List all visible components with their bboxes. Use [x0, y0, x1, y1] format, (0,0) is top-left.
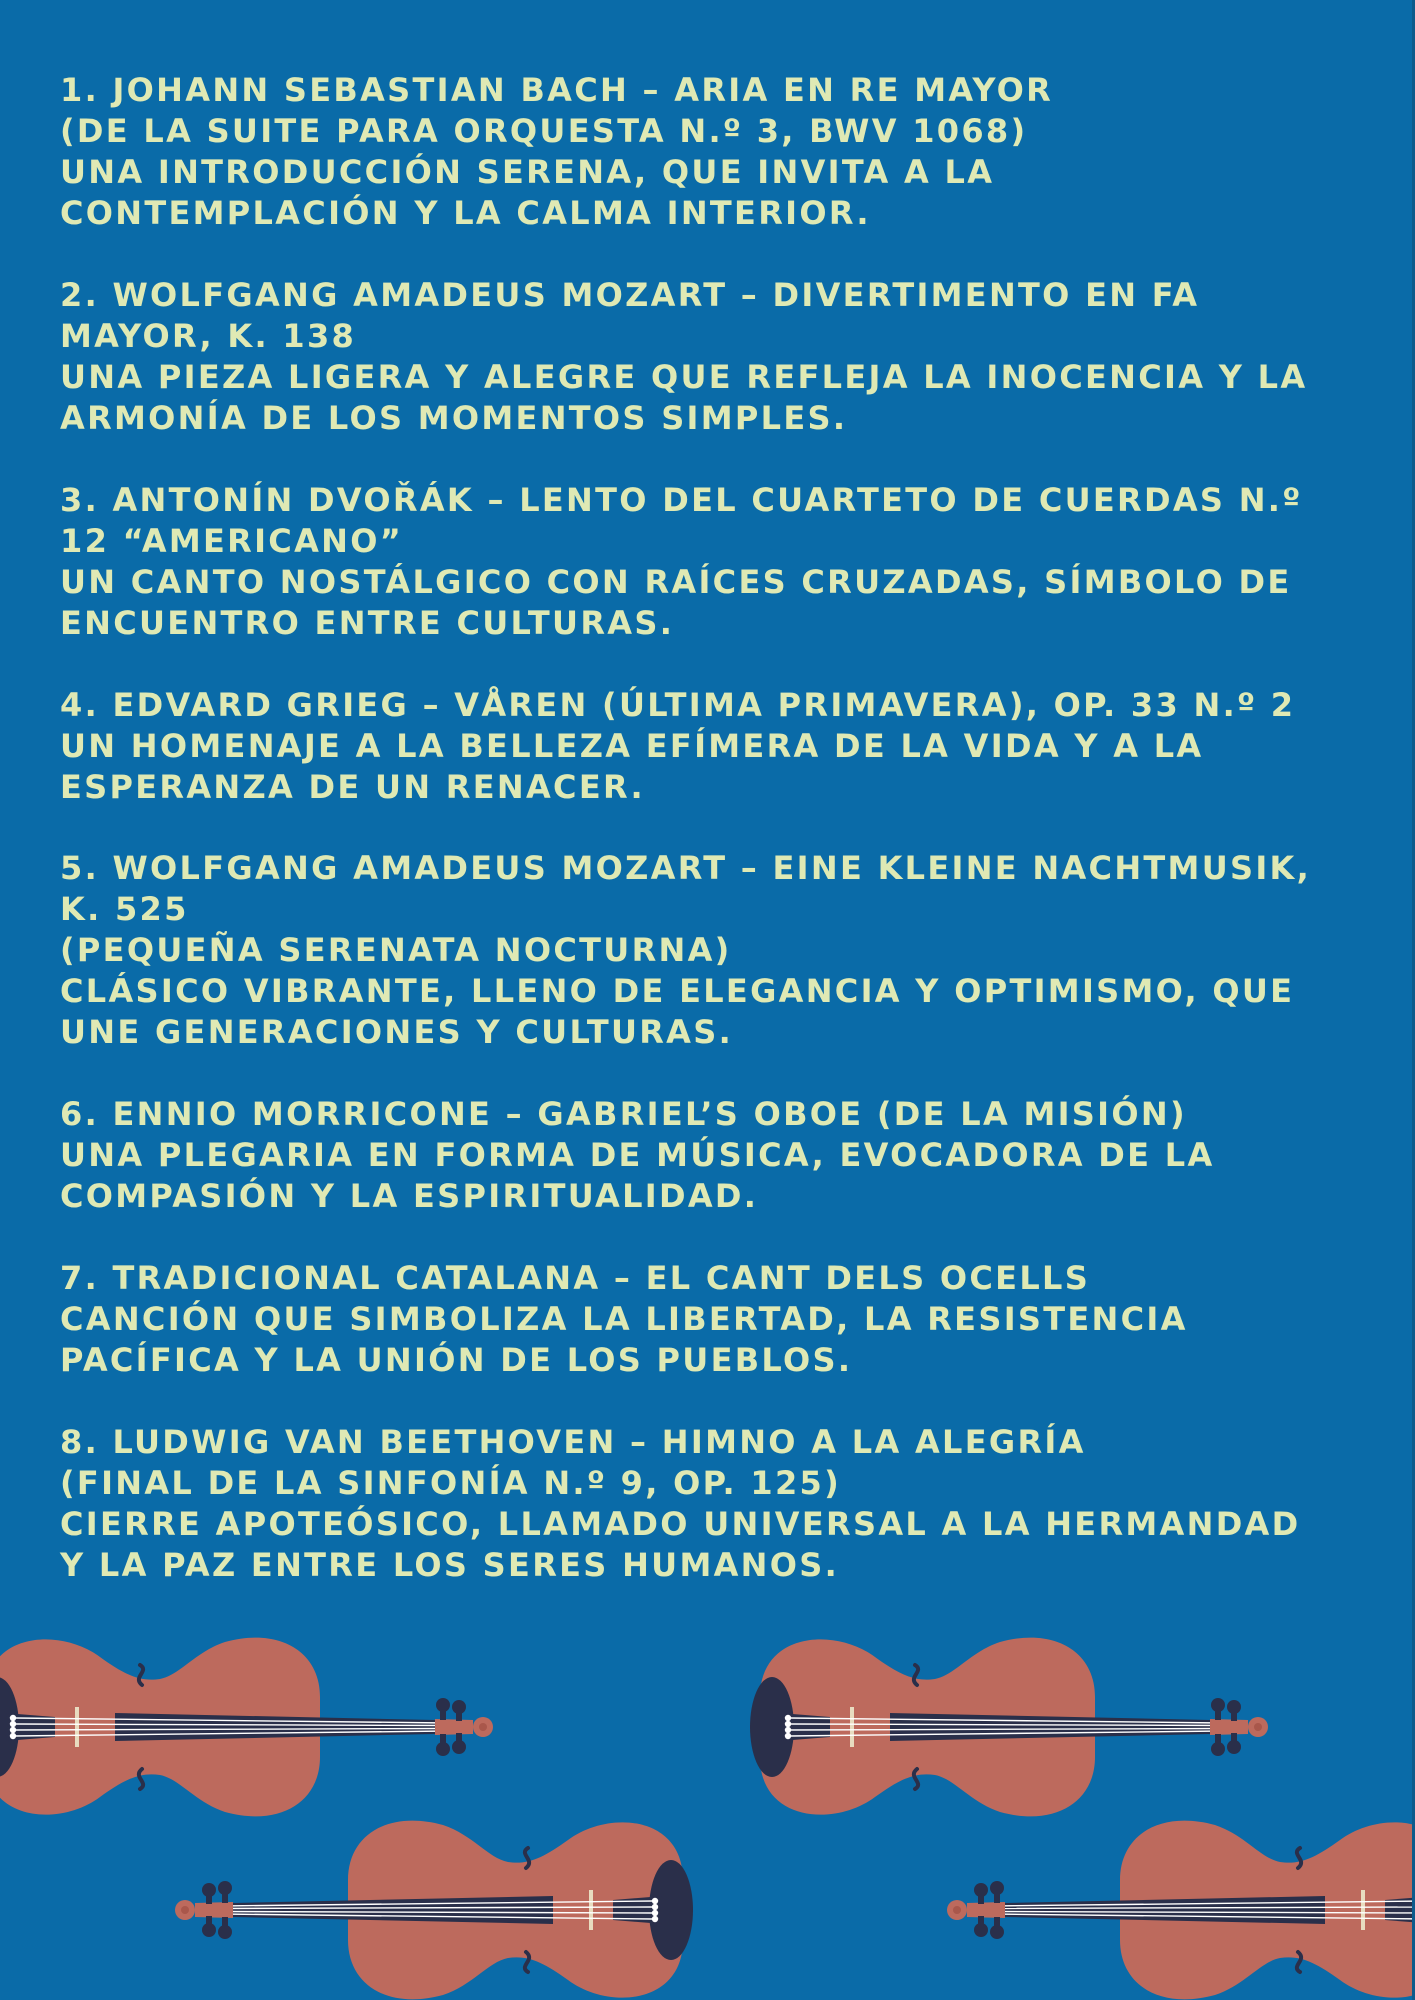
violins-svg	[0, 1620, 1415, 2000]
piece-title: 7. TRADICIONAL CATALANA – EL CANT DELS OCELLS	[60, 1259, 1091, 1297]
piece-title: 2. WOLFGANG AMADEUS MOZART – DIVERTIMENTO EN FA MAYOR, K. 138	[60, 276, 1200, 355]
piece-title: 1. JOHANN SEBASTIAN BACH – ARIA EN RE MAYOR (DE LA SUITE PARA ORQUESTA N.º 3, BWV 1068)	[60, 71, 1054, 150]
piece-description: UNA PLEGARIA EN FORMA DE MÚSICA, EVOCADORA DE LA COMPASIÓN Y LA ESPIRITUALIDAD.	[60, 1136, 1215, 1215]
program-item-8	[60, 1422, 1380, 1586]
piece-description: CLÁSICO VIBRANTE, LLENO DE ELEGANCIA Y OPTIMISMO, QUE UNE GENERACIONES Y CULTURAS.	[60, 972, 1295, 1051]
program-item-7	[60, 1258, 1380, 1381]
program-item-3	[60, 480, 1380, 644]
piece-description: UNA PIEZA LIGERA Y ALEGRE QUE REFLEJA LA INOCENCIA Y LA ARMONÍA DE LOS MOMENTOS SIMPLES.	[60, 358, 1308, 437]
violin-illustrations	[0, 1620, 1415, 2000]
piece-description: UNA INTRODUCCIÓN SERENA, QUE INVITA A LA CONTEMPLACIÓN Y LA CALMA INTERIOR.	[60, 153, 995, 232]
piece-description: CANCIÓN QUE SIMBOLIZA LA LIBERTAD, LA RESISTENCIA PACÍFICA Y LA UNIÓN DE LOS PUEBLOS.	[60, 1300, 1188, 1379]
program-item-2	[60, 275, 1380, 439]
violin-icon	[750, 1638, 1268, 1817]
piece-description: CIERRE APOTEÓSICO, LLAMADO UNIVERSAL A LA HERMANDAD Y LA PAZ ENTRE LOS SERES HUMANOS.	[60, 1505, 1301, 1584]
piece-description: UN CANTO NOSTÁLGICO CON RAÍCES CRUZADAS, SÍMBOLO DE ENCUENTRO ENTRE CULTURAS.	[60, 563, 1292, 642]
program-item-4	[60, 685, 1380, 808]
piece-title: 8. LUDWIG VAN BEETHOVEN – HIMNO A LA ALEGRÍA (FINAL DE LA SINFONÍA N.º 9, OP. 125)	[60, 1423, 1086, 1502]
piece-title: 3. ANTONÍN DVOŘÁK – LENTO DEL CUARTETO DE CUERDAS N.º 12 “AMERICANO”	[60, 481, 1303, 560]
program-item-5	[60, 848, 1380, 1053]
piece-title: 5. WOLFGANG AMADEUS MOZART – EINE KLEINE NACHTMUSIK, K. 525 (PEQUEÑA SERENATA NOCTURNA)	[60, 849, 1312, 969]
piece-description: UN HOMENAJE A LA BELLEZA EFÍMERA DE LA VIDA Y A LA ESPERANZA DE UN RENACER.	[60, 727, 1204, 806]
violin-icon	[175, 1821, 693, 2000]
piece-title: 6. ENNIO MORRICONE – GABRIEL’S OBOE (DE LA MISIÓN)	[60, 1095, 1187, 1133]
violin-icon	[947, 1821, 1415, 2000]
violin-icon	[0, 1638, 493, 1817]
piece-title: 4. EDVARD GRIEG – VÅREN (ÚLTIMA PRIMAVERA), OP. 33 N.º 2	[60, 686, 1296, 724]
program-item-6	[60, 1094, 1380, 1217]
program-list	[60, 70, 1380, 1627]
program-item-1	[60, 70, 1380, 234]
